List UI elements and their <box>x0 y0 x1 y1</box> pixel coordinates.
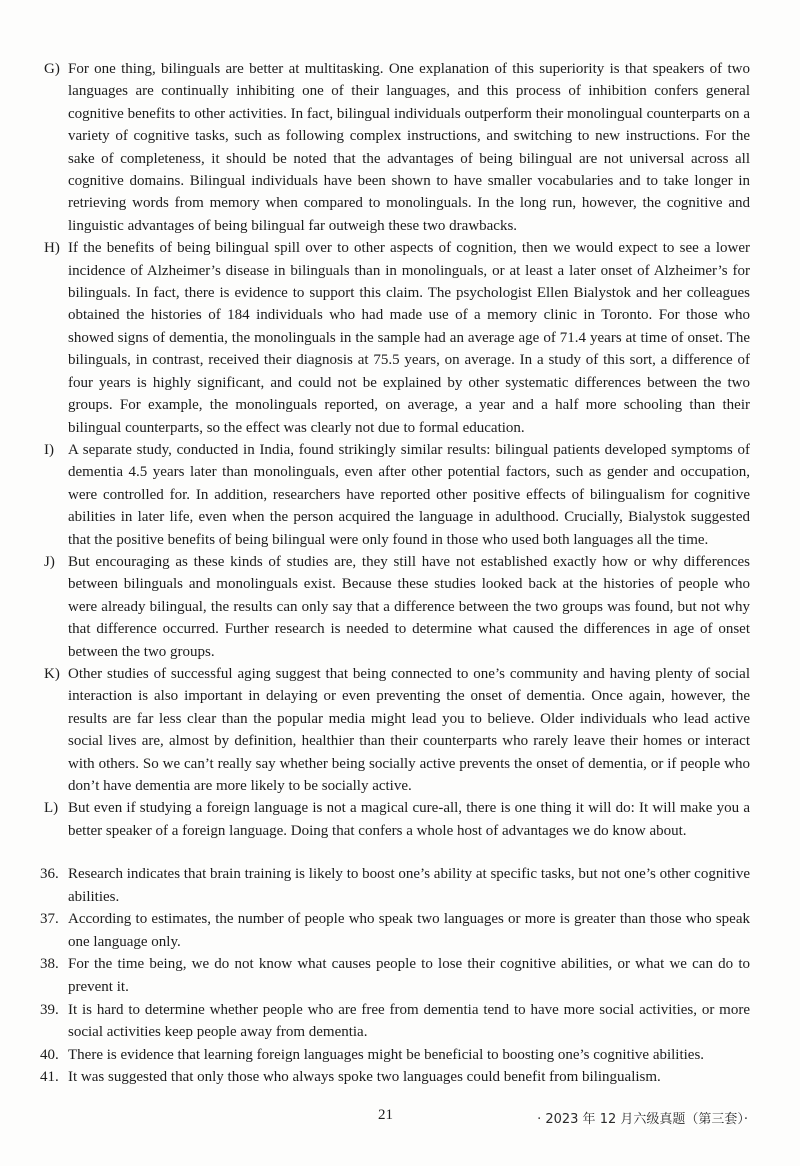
paragraph-text: But even if studying a foreign language is not a magical cure-all, there is one thing it will do: It will make you a better speaker of a foreign language. Doing that confers a whole host of advantages we do know about. <box>68 800 750 839</box>
paragraph-text: Other studies of successful aging suggest that being connected to one’s community and having plenty of social interaction is also important in delaying or even preventing the onset of dementia. Once again, however, the results are far less clear than the popular media might lead you to believe. Older individuals who lead active social lives are, almost by definition, healthier than their counterparts who rarely leave their homes or interact with others. So we can’t really say whether being socially active prevents the onset of dementia, or if people who don’t have dementia are more likely to be socially active. <box>68 665 750 794</box>
question-text: According to estimates, the number of people who speak two languages or more is greater than those who speak one language only. <box>68 911 750 950</box>
question-number: 40. <box>40 1046 59 1063</box>
passage-paragraphs <box>44 58 750 842</box>
question-text: Research indicates that brain training is likely to boost one’s ability at specific tasks, but not one’s other cognitive abilities. <box>68 866 750 905</box>
paragraph-k <box>44 663 750 797</box>
paragraph-label: K) <box>44 665 60 682</box>
question-number: 39. <box>40 1001 59 1018</box>
paragraph-label: L) <box>44 800 59 817</box>
question-list <box>40 863 750 1089</box>
question-text: There is evidence that learning foreign languages might be beneficial to boosting one’s cognitive abilities. <box>68 1046 705 1063</box>
paragraph-text: A separate study, conducted in India, found strikingly similar results: bilingual patients developed symptoms of dementia 4.5 years later than monolinguals, even after other potential factors, such as gender and occupation, were controlled for. In addition, researchers have reported other positive effects of bilingualism for cognitive abilities in later life, even when the person acquired the language in adulthood. Crucially, Bialystok suggested that the positive benefits of being bilingual were only found in those who used both languages all the time. <box>68 441 750 548</box>
paragraph-text: If the benefits of being bilingual spill over to other aspects of cognition, then we would expect to see a lower incidence of Alzheimer’s disease in bilinguals than in monolinguals, or at least a later onset of Alzheimer’s for bilinguals. In fact, there is evidence to support this claim. The psychologist Ellen Bialystok and her colleagues obtained the histories of 184 individuals who had made use of a memory clinic in Toronto. For those who showed signs of dementia, the monolinguals in the sample had an average age of 71.4 years at time of onset. The bilinguals, in contrast, received their diagnosis at 75.5 years, on average. In a study of this sort, a difference of four years is highly significant, and could not be explained by other systematic differences between the two groups. For example, the monolinguals reported, on average, a year and a half more schooling than their bilingual counterparts, so the effect was clearly not due to formal education. <box>68 240 750 436</box>
question-37 <box>40 908 750 953</box>
paragraph-label: G) <box>44 61 60 77</box>
exam-source-label: · 2023 年 12 月六级真题（第三套）· <box>537 1112 748 1127</box>
question-text: It is hard to determine whether people who are free from dementia tend to have more social activities, or more social activities keep people away from dementia. <box>68 1001 750 1041</box>
paragraph-i <box>44 439 750 551</box>
paragraph-label: H) <box>44 240 60 257</box>
paragraph-g <box>44 58 750 237</box>
question-number: 36. <box>40 866 59 882</box>
paragraph-l <box>44 797 750 842</box>
paragraph-label: J) <box>44 553 55 570</box>
question-text: It was suggested that only those who always spoke two languages could benefit from bilingualism. <box>68 1069 661 1086</box>
question-number: 41. <box>40 1069 59 1086</box>
question-38 <box>40 953 750 998</box>
question-text: For the time being, we do not know what causes people to lose their cognitive abilities, or what we can do to prevent it. <box>68 956 750 995</box>
question-39 <box>40 999 750 1044</box>
question-36 <box>40 863 750 908</box>
question-40 <box>40 1044 750 1067</box>
question-number: 37. <box>40 911 59 928</box>
question-number: 38. <box>40 956 59 973</box>
paragraph-label: I) <box>44 441 54 458</box>
paragraph-h <box>44 237 750 439</box>
paragraph-text: But encouraging as these kinds of studies are, they still have not established exactly how or why differences between bilinguals and monolinguals exist. Because these studies looked back at the histories of people who were already bilingual, the results can only say that a difference between the two groups was found, but not why that difference occurred. Further research is needed to determine what caused the differences in age of onset between the two groups. <box>68 553 750 660</box>
paragraph-j <box>44 551 750 663</box>
question-41 <box>40 1066 750 1089</box>
page-number: 21 <box>378 1107 393 1123</box>
paragraph-text: For one thing, bilinguals are better at multitasking. One explanation of this superiority is that speakers of two languages are continually inhibiting one of their languages, and this process of inhibition confers general cognitive benefits to other activities. In fact, bilingual individuals outperform their monolingual counterparts on a variety of cognitive tasks, such as following complex instructions, and switching to new instructions. For the sake of completeness, it should be noted that the advantages of being bilingual are not universal across all cognitive domains. Bilingual individuals have been shown to have smaller vocabularies and to take longer in retrieving words from memory when compared to monolinguals. In the long run, however, the cognitive and linguistic advantages of being bilingual far outweigh these two drawbacks. <box>68 61 750 234</box>
